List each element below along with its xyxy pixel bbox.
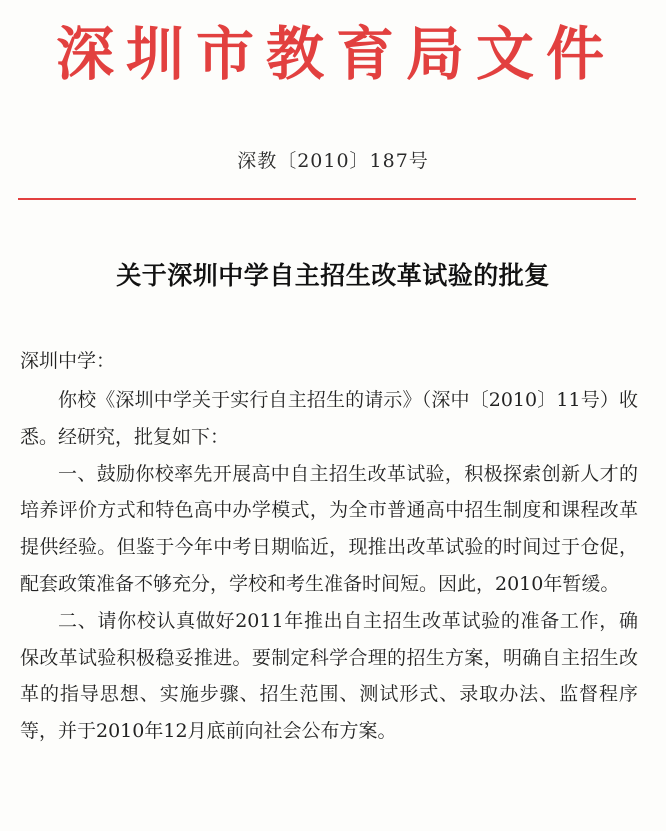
document-body — [20, 382, 638, 750]
red-divider-line — [18, 198, 636, 200]
masthead-title: 深圳市教育局文件 — [55, 20, 616, 88]
document-title: 关于深圳中学自主招生改革试验的批复 — [116, 261, 550, 290]
document-number: 深教〔2010〕187号 — [237, 150, 429, 172]
paragraph-item-2: 二、请你校认真做好2011年推出自主招生改革试验的准备工作，确保改革试验积极稳妥推进。要制定科学合理的招生方案，明确自主招生改革的指导思想、实施步骤、招生范围、测试形式、录取办法、监督程序等，并于2010年12月底前向社会公布方案。 — [20, 609, 638, 743]
paragraph-item-1: 一、鼓励你校率先开展高中自主招生改革试验，积极探索创新人才的培养评价方式和特色高中办学模式，为全市普通高中招生制度和课程改革提供经验。但鉴于今年中考日期临近，现推出改革试验的时间过于仓促，配套政策准备不够充分，学校和考生准备时间短。因此，2010年暂缓。 — [20, 462, 638, 595]
salutation: 深圳中学： — [20, 350, 116, 372]
paragraph-intro: 你校《深圳中学关于实行自主招生的请示》（深中〔2010〕11号）收悉。经研究，批复如下： — [20, 389, 638, 448]
